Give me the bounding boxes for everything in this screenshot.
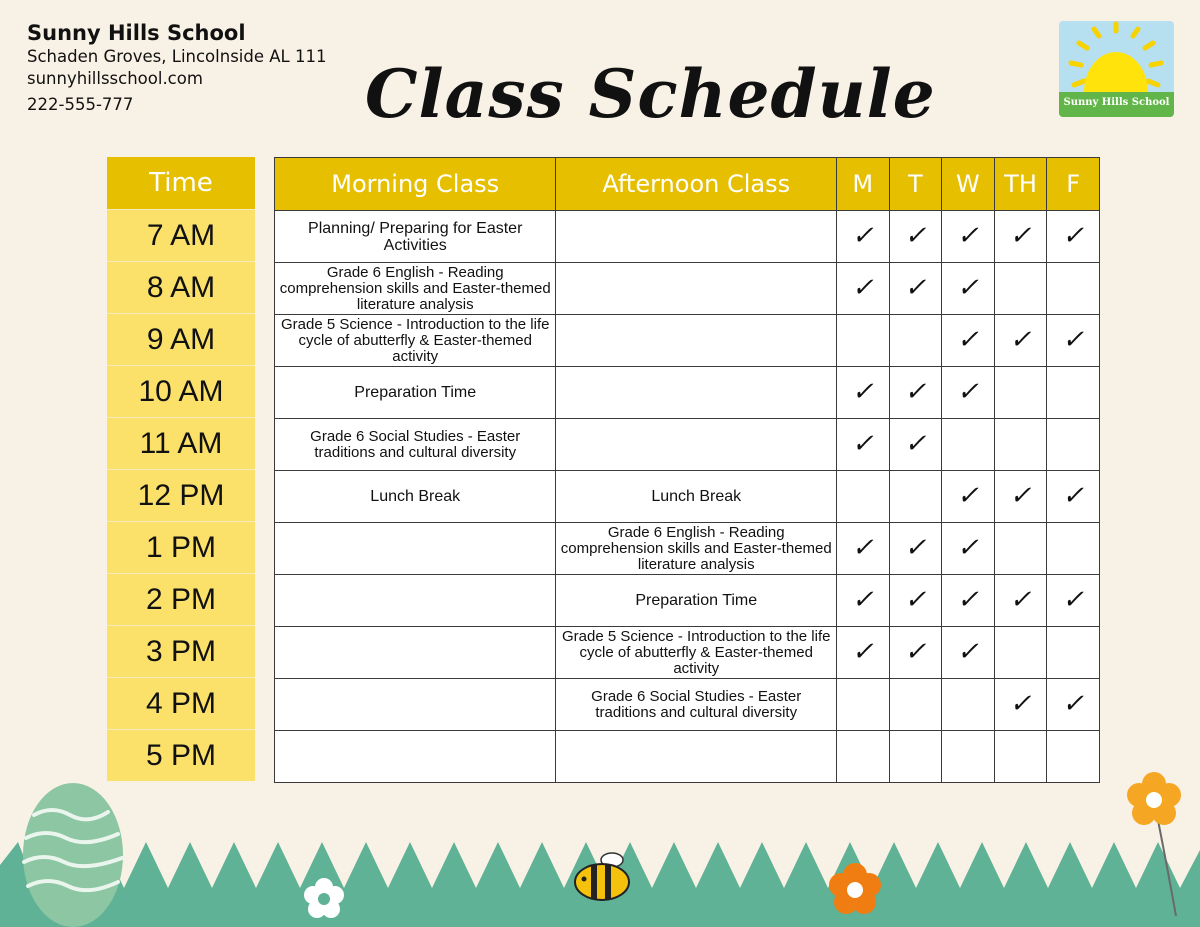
time-cell: 10 AM: [107, 365, 255, 417]
day-cell-m: [837, 315, 890, 367]
morning-class-cell: Preparation Time: [275, 367, 556, 419]
day-cell-th: [994, 679, 1047, 731]
morning-class-cell: [275, 627, 556, 679]
school-logo: [1059, 21, 1174, 117]
afternoon-class-header: Afternoon Class: [556, 158, 837, 211]
check-icon: ✓: [904, 429, 927, 459]
check-icon: ✓: [904, 377, 927, 407]
day-header-th: TH: [994, 158, 1047, 211]
time-cell: 2 PM: [107, 573, 255, 625]
day-header-m: M: [837, 158, 890, 211]
check-icon: ✓: [1062, 325, 1085, 355]
check-icon: ✓: [1062, 585, 1085, 615]
time-cell: 9 AM: [107, 313, 255, 365]
time-cell: 8 AM: [107, 261, 255, 313]
time-cell: 7 AM: [107, 209, 255, 261]
check-icon: ✓: [904, 637, 927, 667]
time-header: Time: [107, 157, 255, 209]
time-column: [107, 157, 255, 781]
day-cell-f: [1047, 471, 1100, 523]
afternoon-class-cell: [556, 419, 837, 471]
school-phone: 222-555-777: [27, 95, 134, 114]
afternoon-class-cell: [556, 263, 837, 315]
day-cell-th: [994, 211, 1047, 263]
time-cell: 1 PM: [107, 521, 255, 573]
day-cell-f: [1047, 419, 1100, 471]
time-cell: 11 AM: [107, 417, 255, 469]
check-icon: ✓: [851, 533, 874, 563]
day-cell-m: [837, 263, 890, 315]
schedule-row: [275, 419, 1100, 471]
day-cell-w: [942, 523, 995, 575]
schedule-row: [275, 263, 1100, 315]
page-title: Class Schedule: [365, 55, 936, 133]
morning-class-cell: Planning/ Preparing for Easter Activities: [275, 211, 556, 263]
schedule-row: [275, 575, 1100, 627]
afternoon-class-cell: Preparation Time: [556, 575, 837, 627]
day-cell-th: [994, 367, 1047, 419]
day-cell-m: [837, 419, 890, 471]
afternoon-class-cell: Grade 6 English - Reading comprehension skills and Easter-themed literature analysis: [556, 523, 837, 575]
schedule-row: [275, 523, 1100, 575]
morning-class-cell: [275, 679, 556, 731]
check-icon: ✓: [851, 429, 874, 459]
check-icon: ✓: [1009, 325, 1032, 355]
day-header-t: T: [889, 158, 942, 211]
day-cell-t: [889, 575, 942, 627]
afternoon-class-cell: [556, 367, 837, 419]
check-icon: ✓: [957, 273, 979, 303]
school-info: [27, 20, 326, 116]
day-cell-t: [889, 523, 942, 575]
easter-decoration: [0, 770, 1200, 927]
day-cell-w: [942, 627, 995, 679]
day-header-w: W: [942, 158, 995, 211]
day-cell-t: [889, 679, 942, 731]
check-icon: ✓: [957, 585, 979, 615]
day-cell-t: [889, 471, 942, 523]
day-cell-f: [1047, 575, 1100, 627]
check-icon: ✓: [957, 377, 979, 407]
check-icon: ✓: [851, 637, 874, 667]
day-cell-f: [1047, 367, 1100, 419]
afternoon-class-cell: Lunch Break: [556, 471, 837, 523]
schedule-row: [275, 315, 1100, 367]
schedule-row: [275, 471, 1100, 523]
day-cell-m: [837, 575, 890, 627]
day-cell-w: [942, 679, 995, 731]
morning-class-cell: Grade 6 English - Reading comprehension skills and Easter-themed literature analysis: [275, 263, 556, 315]
morning-class-cell: [275, 575, 556, 627]
day-cell-th: [994, 419, 1047, 471]
day-cell-t: [889, 263, 942, 315]
day-cell-m: [837, 211, 890, 263]
morning-class-cell: Lunch Break: [275, 471, 556, 523]
day-cell-m: [837, 679, 890, 731]
check-icon: ✓: [904, 533, 927, 563]
day-cell-t: [889, 315, 942, 367]
schedule-row: [275, 211, 1100, 263]
day-cell-th: [994, 627, 1047, 679]
check-icon: ✓: [851, 585, 874, 615]
check-icon: ✓: [1062, 481, 1085, 511]
school-address: Schaden Groves, Lincolnside AL 111: [27, 47, 327, 66]
day-cell-m: [837, 523, 890, 575]
check-icon: ✓: [957, 221, 979, 251]
day-cell-t: [889, 627, 942, 679]
day-cell-th: [994, 575, 1047, 627]
day-cell-m: [837, 471, 890, 523]
morning-class-header: Morning Class: [275, 158, 556, 211]
schedule-table: [274, 157, 1100, 783]
schedule-header-row: [275, 158, 1100, 211]
time-cell: 12 PM: [107, 469, 255, 521]
day-cell-m: [837, 367, 890, 419]
time-cell: 5 PM: [107, 729, 255, 781]
day-cell-f: [1047, 211, 1100, 263]
day-cell-w: [942, 575, 995, 627]
school-website[interactable]: sunnyhillsschool.com: [27, 69, 203, 88]
check-icon: ✓: [904, 221, 927, 251]
check-icon: ✓: [957, 533, 979, 563]
check-icon: ✓: [1009, 221, 1032, 251]
day-cell-f: [1047, 315, 1100, 367]
check-icon: ✓: [1062, 689, 1085, 719]
check-icon: ✓: [904, 585, 927, 615]
day-cell-f: [1047, 627, 1100, 679]
afternoon-class-cell: [556, 211, 837, 263]
check-icon: ✓: [1009, 689, 1032, 719]
day-cell-t: [889, 367, 942, 419]
day-cell-w: [942, 419, 995, 471]
day-cell-w: [942, 315, 995, 367]
day-cell-th: [994, 263, 1047, 315]
day-cell-t: [889, 419, 942, 471]
morning-class-cell: Grade 5 Science - Introduction to the life cycle of abutterfly & Easter-themed activity: [275, 315, 556, 367]
time-cell: 4 PM: [107, 677, 255, 729]
check-icon: ✓: [1062, 221, 1085, 251]
day-cell-w: [942, 263, 995, 315]
afternoon-class-cell: Grade 6 Social Studies - Easter traditions and cultural diversity: [556, 679, 837, 731]
day-cell-w: [942, 471, 995, 523]
check-icon: ✓: [957, 325, 979, 355]
day-cell-m: [837, 627, 890, 679]
check-icon: ✓: [904, 273, 927, 303]
check-icon: ✓: [957, 637, 979, 667]
morning-class-cell: Grade 6 Social Studies - Easter traditions and cultural diversity: [275, 419, 556, 471]
easter-egg-icon: [23, 783, 123, 927]
check-icon: ✓: [1009, 585, 1032, 615]
day-cell-th: [994, 523, 1047, 575]
check-icon: ✓: [851, 273, 874, 303]
day-cell-f: [1047, 523, 1100, 575]
day-cell-f: [1047, 679, 1100, 731]
afternoon-class-cell: [556, 315, 837, 367]
check-icon: ✓: [851, 377, 874, 407]
check-icon: ✓: [1009, 481, 1032, 511]
day-cell-th: [994, 315, 1047, 367]
check-icon: ✓: [957, 481, 979, 511]
time-cell: 3 PM: [107, 625, 255, 677]
morning-class-cell: [275, 523, 556, 575]
schedule-row: [275, 679, 1100, 731]
day-cell-f: [1047, 263, 1100, 315]
schedule-row: [275, 367, 1100, 419]
schedule-row: [275, 627, 1100, 679]
day-header-f: F: [1047, 158, 1100, 211]
check-icon: ✓: [851, 221, 874, 251]
school-name: Sunny Hills School: [27, 21, 246, 45]
day-cell-w: [942, 367, 995, 419]
day-cell-w: [942, 211, 995, 263]
afternoon-class-cell: Grade 5 Science - Introduction to the life cycle of abutterfly & Easter-themed activity: [556, 627, 837, 679]
logo-text: Sunny Hills School: [1063, 97, 1170, 108]
day-cell-t: [889, 211, 942, 263]
day-cell-th: [994, 471, 1047, 523]
